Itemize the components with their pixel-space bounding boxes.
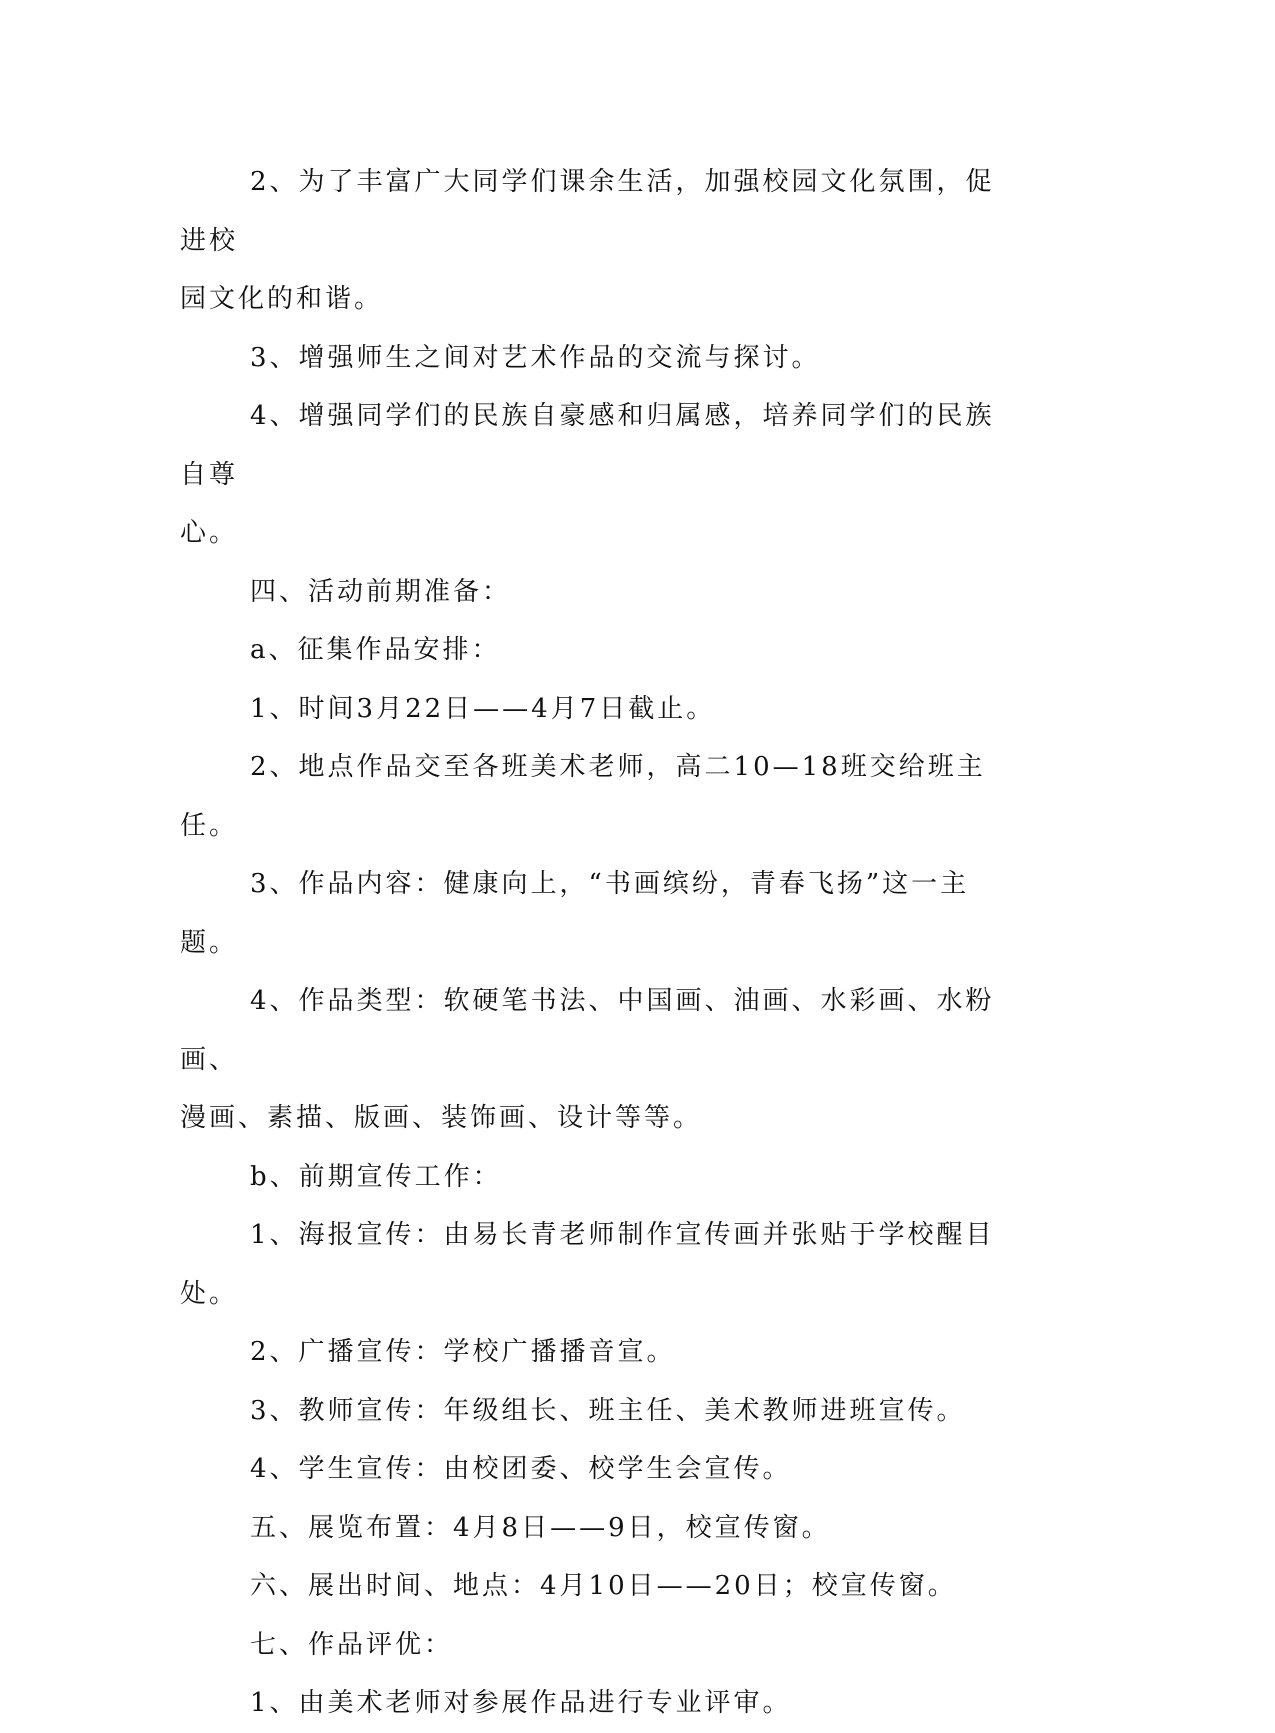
paragraph-line: 2、广播宣传：学校广播播音宣。 xyxy=(250,1337,676,1367)
section-heading xyxy=(180,1616,1020,1675)
paragraph-line: 1、海报宣传：由易长青老师制作宣传画并张贴于学校醒目处。 xyxy=(180,1220,995,1309)
paragraph-line: 七、作品评优： xyxy=(250,1629,454,1660)
paragraph-continuation xyxy=(180,270,1020,329)
paragraph-line: 1、时间3月22日——4月7日截止。 xyxy=(250,693,716,724)
paragraph-line: 4、学生宣传：由校团委、校学生会宣传。 xyxy=(250,1454,792,1484)
paragraph-continuation xyxy=(180,1089,1020,1148)
paragraph xyxy=(180,972,1020,1089)
paragraph-line: 园文化的和谐。 xyxy=(180,284,384,314)
paragraph xyxy=(180,1323,1020,1382)
paragraph xyxy=(180,855,1020,972)
paragraph-line: a、征集作品安排： xyxy=(250,635,501,665)
paragraph-line: 3、作品内容：健康向上，“书画缤纷，青春飞扬”这一主题。 xyxy=(180,869,970,958)
paragraph xyxy=(180,680,1020,739)
paragraph xyxy=(180,387,1020,504)
paragraph xyxy=(180,1206,1020,1323)
paragraph-line: 六、展出时间、地点：4月10日——20日；校宣传窗。 xyxy=(250,1571,957,1601)
document-body xyxy=(180,153,1020,1733)
paragraph xyxy=(180,738,1020,855)
paragraph-line: 1、由美术老师对参展作品进行专业评审。 xyxy=(250,1688,792,1718)
paragraph xyxy=(180,1382,1020,1441)
subsection-heading xyxy=(180,1148,1020,1207)
paragraph-line: b、前期宣传工作： xyxy=(250,1161,502,1192)
subsection-heading xyxy=(180,621,1020,680)
section-heading xyxy=(180,1499,1020,1558)
paragraph xyxy=(180,329,1020,388)
paragraph xyxy=(180,1440,1020,1499)
paragraph-line: 四、活动前期准备： xyxy=(250,576,512,607)
paragraph-line: 2、为了丰富广大同学们课余生活，加强校园文化氛围，促进校 xyxy=(180,167,995,256)
paragraph-line: 4、作品类型：软硬笔书法、中国画、油画、水彩画、水粉画、 xyxy=(180,986,995,1075)
paragraph-line: 2、地点作品交至各班美术老师，高二10—18班交给班主任。 xyxy=(180,752,986,841)
section-heading xyxy=(180,1557,1020,1616)
paragraph-line: 心。 xyxy=(180,518,239,548)
paragraph-line: 漫画、素描、版画、装饰画、设计等等。 xyxy=(180,1103,703,1133)
section-heading xyxy=(180,563,1020,622)
paragraph xyxy=(180,1674,1020,1733)
paragraph-line: 4、增强同学们的民族自豪感和归属感，培养同学们的民族自尊 xyxy=(180,401,995,490)
paragraph-line: 五、展览布置：4月8日——9日，校宣传窗。 xyxy=(250,1512,831,1543)
paragraph-line: 3、增强师生之间对艺术作品的交流与探讨。 xyxy=(250,342,821,373)
paragraph-continuation xyxy=(180,504,1020,563)
paragraph-line: 3、教师宣传：年级组长、班主任、美术教师进班宣传。 xyxy=(250,1395,966,1426)
paragraph xyxy=(180,153,1020,270)
